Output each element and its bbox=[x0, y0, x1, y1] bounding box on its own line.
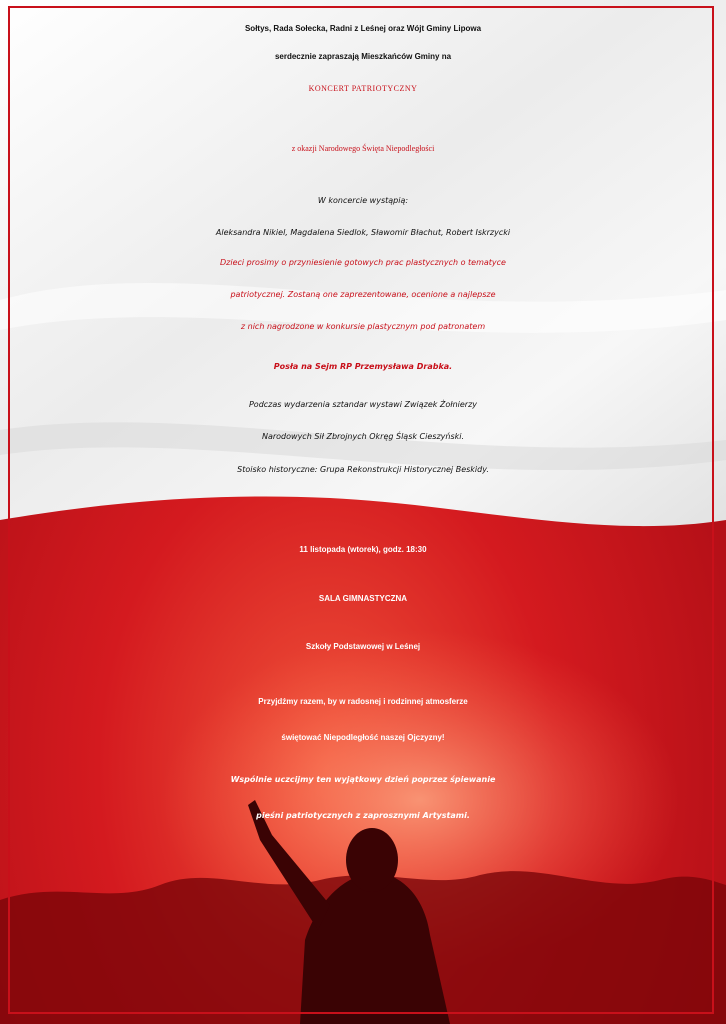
event-date-time: 11 listopada (wtorek), godz. 18:30 bbox=[299, 545, 427, 554]
patron-line: Posła na Sejm RP Przemysława Drabka. bbox=[273, 362, 453, 371]
closing-line-2: pieśni patriotycznych z zaprosznymi Artystami. bbox=[256, 811, 470, 820]
intro-line-2: serdecznie zapraszają Mieszkańców Gminy na bbox=[274, 52, 452, 61]
performers-list: Aleksandra Nikiel, Magdalena Siedlok, Sławomir Błachut, Robert Iskrzycki bbox=[215, 228, 511, 237]
children-note-line-3: z nich nagrodzone w konkursie plastycznym pod patronatem bbox=[240, 322, 486, 331]
intro-line-1: Sołtys, Rada Sołecka, Radni z Leśnej oraz Wójt Gminy Lipowa bbox=[244, 24, 482, 33]
venue-line-2: Szkoły Podstawowej w Leśnej bbox=[305, 642, 421, 651]
invite-line-2: świętować Niepodległość naszej Ojczyzny! bbox=[281, 733, 445, 742]
banner-note-line-2: Narodowych Sił Zbrojnych Okręg Śląsk Cieszyński. bbox=[261, 432, 465, 441]
children-note-line-2: patriotycznej. Zostaną one zaprezentowane, ocenione a najlepsze bbox=[230, 290, 496, 299]
event-subtitle: z okazji Narodowego Święta Niepodległości bbox=[291, 144, 435, 153]
venue-line-1: SALA GIMNASTYCZNA bbox=[318, 594, 408, 603]
closing-line-1: Wspólnie uczcijmy ten wyjątkowy dzień poprzez śpiewanie bbox=[230, 775, 496, 784]
event-title: KONCERT PATRIOTYCZNY bbox=[308, 84, 418, 93]
performers-heading: W koncercie wystąpią: bbox=[317, 196, 409, 205]
banner-note-line-1: Podczas wydarzenia sztandar wystawi Związek Żołnierzy bbox=[248, 400, 478, 409]
invite-line-1: Przyjdźmy razem, by w radosnej i rodzinnej atmosferze bbox=[258, 697, 468, 706]
historical-stand-note: Stoisko historyczne: Grupa Rekonstrukcji Historycznej Beskidy. bbox=[237, 465, 489, 474]
children-note-line-1: Dzieci prosimy o przyniesienie gotowych prac plastycznych o tematyce bbox=[220, 258, 506, 267]
poster-border bbox=[8, 6, 714, 1014]
